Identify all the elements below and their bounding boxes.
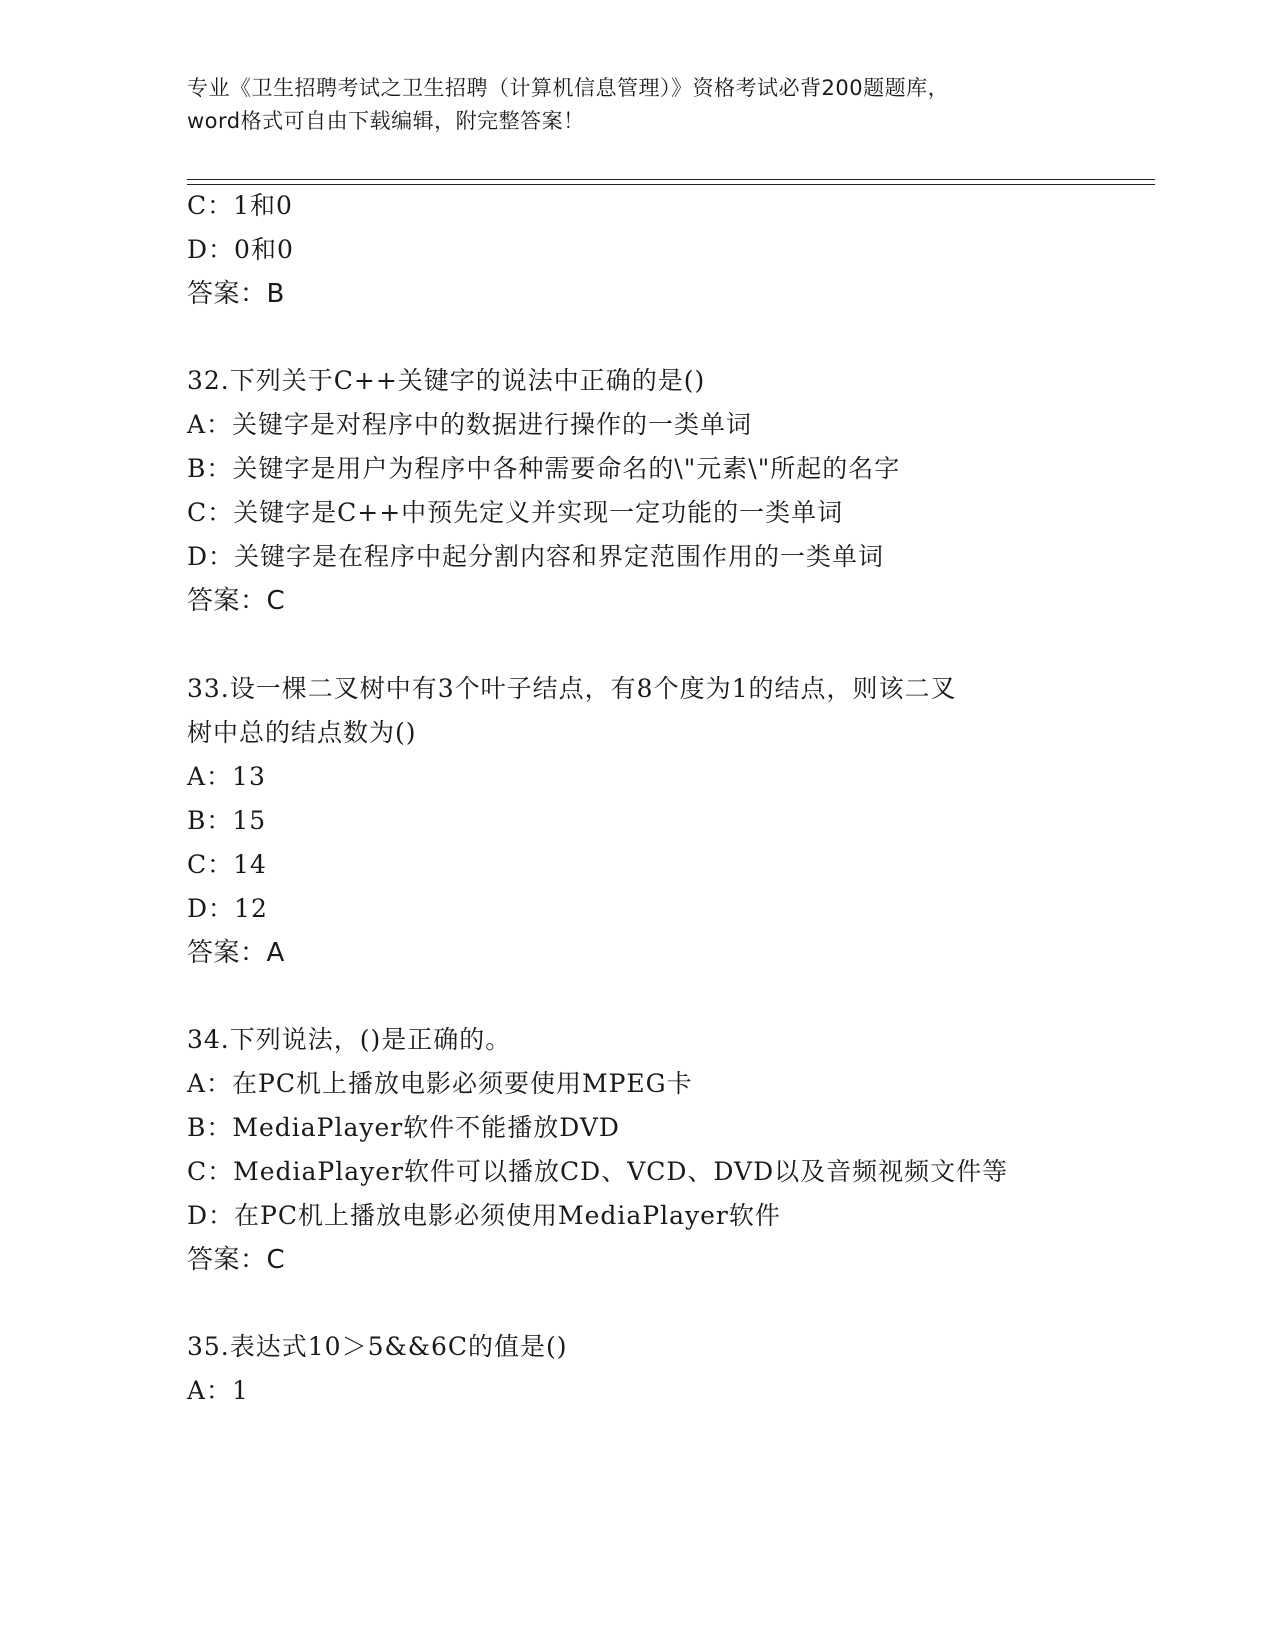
question-34-answer: 答案：C xyxy=(187,1245,286,1275)
question-32-stem: 32.下列关于C++关键字的说法中正确的是() xyxy=(187,366,706,395)
question-33-option-d: D：12 xyxy=(187,894,268,923)
header-rule-bottom xyxy=(187,184,1155,185)
option-d: D：0和0 xyxy=(187,235,294,264)
question-34-option-c: C：MediaPlayer软件可以播放CD、VCD、DVD以及音频视频文件等 xyxy=(187,1157,1009,1186)
question-34-option-a: A：在PC机上播放电影必须要使用MPEG卡 xyxy=(187,1069,693,1098)
question-33-option-a: A：13 xyxy=(187,762,266,791)
question-34-option-d: D：在PC机上播放电影必须使用MediaPlayer软件 xyxy=(187,1201,781,1230)
header-title-line-1: 专业《卫生招聘考试之卫生招聘（计算机信息管理）》资格考试必背200题题库， xyxy=(187,76,950,100)
question-33-answer: 答案：A xyxy=(187,938,285,968)
question-34-stem: 34.下列说法，()是正确的。 xyxy=(187,1025,512,1054)
question-33-option-b: B：15 xyxy=(187,806,267,835)
option-c: C：1和0 xyxy=(187,191,293,220)
question-35-stem: 35.表达式10＞5&&6C的值是() xyxy=(187,1332,568,1361)
question-33-option-c: C：14 xyxy=(187,850,267,879)
question-34-option-b: B：MediaPlayer软件不能播放DVD xyxy=(187,1113,620,1142)
question-33-stem-line-1: 33.设一棵二叉树中有3个叶子结点，有8个度为1的结点，则该二叉 xyxy=(187,674,957,703)
document-header xyxy=(187,72,1087,138)
answer-line: 答案：B xyxy=(187,279,285,309)
question-35-option-a: A：1 xyxy=(187,1376,249,1405)
question-32-option-b: B：关键字是用户为程序中各种需要命名的\"元素\"所起的名字 xyxy=(187,454,901,483)
question-32-option-a: A：关键字是对程序中的数据进行操作的一类单词 xyxy=(187,410,753,439)
question-32-option-d: D：关键字是在程序中起分割内容和界定范围作用的一类单词 xyxy=(187,542,885,571)
question-32-option-c: C：关键字是C++中预先定义并实现一定功能的一类单词 xyxy=(187,498,844,527)
question-32-answer: 答案：C xyxy=(187,586,286,616)
question-33-stem-line-2: 树中总的结点数为() xyxy=(187,718,417,747)
header-rule-top xyxy=(187,179,1155,180)
header-title-line-2: word格式可自由下载编辑，附完整答案！ xyxy=(187,109,585,133)
